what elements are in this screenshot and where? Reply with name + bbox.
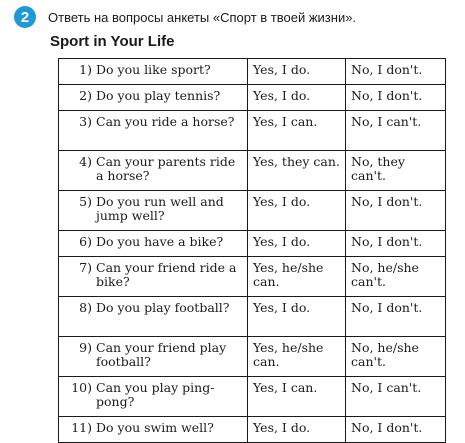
question-wrap	[64, 421, 243, 435]
no-answer-cell: No, he/she can't.	[346, 337, 446, 377]
table-row	[59, 231, 446, 257]
yes-answer-cell: Yes, I do.	[248, 85, 346, 111]
question-cell	[59, 191, 248, 231]
question-text: Can you ride a horse?	[96, 114, 235, 129]
question-cell	[59, 59, 248, 85]
task-number-badge: 2	[14, 6, 36, 28]
table-row	[59, 85, 446, 111]
table-row	[59, 191, 446, 231]
table-row	[59, 257, 446, 297]
question-cell	[59, 377, 248, 417]
question-wrap	[64, 341, 243, 369]
table-row	[59, 151, 446, 191]
yes-answer-cell: Yes, they can.	[248, 151, 346, 191]
question-number: 8)	[79, 300, 92, 315]
question-wrap	[64, 301, 243, 315]
yes-answer-cell: Yes, he/she can.	[248, 337, 346, 377]
question-cell	[59, 337, 248, 377]
question-cell	[59, 257, 248, 297]
no-answer-cell: No, I don't.	[346, 231, 446, 257]
question-text: Can your friend play football?	[96, 340, 227, 369]
question-cell	[59, 231, 248, 257]
question-number: 11)	[71, 420, 92, 435]
question-wrap	[64, 155, 243, 183]
question-wrap	[64, 261, 243, 289]
no-answer-cell: No, I don't.	[346, 417, 446, 443]
question-number: 1)	[79, 62, 92, 77]
table-row	[59, 337, 446, 377]
question-number: 6)	[79, 234, 92, 249]
survey-table-body	[59, 59, 446, 443]
question-text: Can you play ping-pong?	[96, 380, 215, 409]
question-number: 10)	[71, 380, 92, 395]
no-answer-cell: No, I can't.	[346, 111, 446, 151]
question-number: 4)	[79, 154, 92, 169]
table-row	[59, 377, 446, 417]
question-wrap	[64, 89, 243, 103]
table-row	[59, 59, 446, 85]
question-text: Do you like sport?	[96, 62, 211, 77]
table-row	[59, 111, 446, 151]
question-text: Do you play football?	[96, 300, 230, 315]
table-row	[59, 297, 446, 337]
yes-answer-cell: Yes, I do.	[248, 297, 346, 337]
yes-answer-cell: Yes, I can.	[248, 377, 346, 417]
question-cell	[59, 111, 248, 151]
yes-answer-cell: Yes, I do.	[248, 417, 346, 443]
question-number: 3)	[79, 114, 92, 129]
no-answer-cell: No, he/she can't.	[346, 257, 446, 297]
question-number: 7)	[79, 260, 92, 275]
question-text: Do you swim well?	[96, 420, 214, 435]
no-answer-cell: No, I don't.	[346, 85, 446, 111]
question-cell	[59, 85, 248, 111]
section-title: Sport in Your Life	[50, 33, 175, 50]
question-text: Can your parents ride a horse?	[96, 154, 236, 183]
no-answer-cell: No, I don't.	[346, 59, 446, 85]
no-answer-cell: No, they can't.	[346, 151, 446, 191]
question-text: Do you have a bike?	[96, 234, 224, 249]
question-wrap	[64, 115, 243, 129]
question-wrap	[64, 235, 243, 249]
yes-answer-cell: Yes, I can.	[248, 111, 346, 151]
question-number: 5)	[79, 194, 92, 209]
no-answer-cell: No, I don't.	[346, 297, 446, 337]
task-instruction: Ответь на вопросы анкеты «Спорт в твоей жизни».	[48, 9, 357, 25]
question-wrap	[64, 63, 243, 77]
survey-table	[58, 58, 446, 443]
question-cell	[59, 151, 248, 191]
yes-answer-cell: Yes, I do.	[248, 59, 346, 85]
no-answer-cell: No, I can't.	[346, 377, 446, 417]
yes-answer-cell: Yes, I do.	[248, 231, 346, 257]
question-cell	[59, 297, 248, 337]
no-answer-cell: No, I don't.	[346, 191, 446, 231]
question-number: 2)	[79, 88, 92, 103]
yes-answer-cell: Yes, I do.	[248, 191, 346, 231]
question-text: Do you play tennis?	[96, 88, 221, 103]
task-header	[14, 5, 454, 29]
question-wrap	[64, 381, 243, 409]
question-wrap	[64, 195, 243, 223]
question-text: Can your friend ride a bike?	[96, 260, 237, 289]
question-text: Do you run well and jump well?	[96, 194, 224, 223]
yes-answer-cell: Yes, he/she can.	[248, 257, 346, 297]
question-number: 9)	[79, 340, 92, 355]
